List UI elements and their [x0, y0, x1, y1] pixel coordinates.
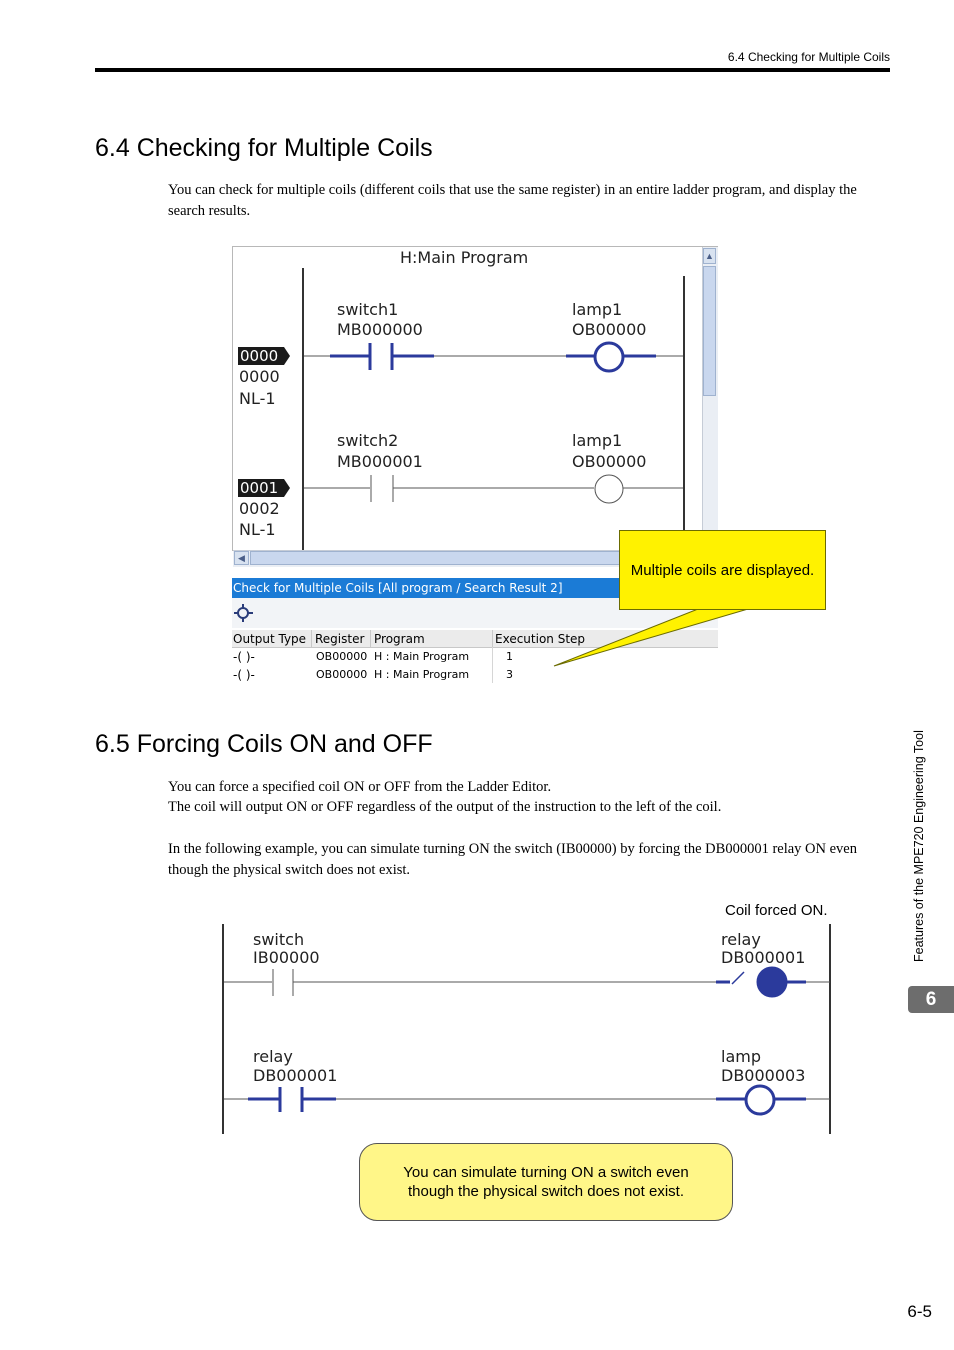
col-program[interactable]: Program	[374, 632, 425, 646]
section-6-4-body: You can check for multiple coils (different coils that use the same register) in an entire ladder program, and display the search results.	[168, 182, 857, 219]
d2-rung2-contact-label: relay	[253, 1047, 293, 1066]
rung2-coil-label: lamp1	[572, 431, 623, 450]
coil-forced-note: Coil forced ON.	[725, 902, 828, 919]
vertical-scroll-thumb[interactable]	[703, 266, 716, 396]
program-title: H:Main Program	[400, 248, 529, 267]
col-execution-step[interactable]: Execution Step	[495, 632, 586, 646]
rung2-step: 0002	[239, 499, 280, 518]
row-program: H : Main Program	[374, 650, 470, 663]
row-register: OB00000	[316, 668, 368, 681]
d2-rung2-coil-label: lamp	[721, 1047, 761, 1066]
callout-line2: though the physical switch does not exist.	[408, 1183, 684, 1200]
col-divider	[370, 630, 371, 647]
rung2-coil-register: OB00000	[572, 452, 647, 471]
multiple-coils-callout: Multiple coils are displayed.	[619, 530, 826, 610]
rung1-nl: NL-1	[239, 389, 276, 408]
row-output-type: -( )-	[233, 650, 255, 664]
d2-rung2-coil-register: DB000003	[721, 1066, 806, 1085]
rung1-step: 0000	[239, 367, 280, 386]
rung1-address-tag[interactable]: 0000	[240, 347, 279, 365]
chapter-tab: 6	[908, 986, 954, 1013]
rung2-contact-label: switch2	[337, 431, 399, 450]
col-divider	[492, 630, 493, 647]
results-title-bar: Check for Multiple Coils [All program / Search Result 2]	[232, 578, 718, 598]
horizontal-scroll-thumb[interactable]	[250, 551, 660, 565]
rung2-address-tag[interactable]: 0001	[240, 479, 279, 497]
rung2-graphics	[232, 246, 718, 551]
search-gear-icon[interactable]	[234, 604, 254, 622]
row-step: 1	[506, 650, 513, 663]
col-output-type[interactable]: Output Type	[233, 632, 307, 646]
scroll-up-arrow-icon[interactable]: ▲	[703, 248, 716, 264]
row-step: 3	[506, 668, 513, 681]
rung1-contact-label: switch1	[337, 300, 399, 319]
forcing-ladder-diagram	[218, 920, 838, 1140]
page-number: 6-5	[907, 1302, 932, 1321]
d2-rung1-coil-register: DB000001	[721, 948, 806, 967]
row-register: OB00000	[316, 650, 368, 663]
section-6-4-title: 6.4 Checking for Multiple Coils	[95, 134, 433, 162]
section-6-5-para2: In the following example, you can simulate turning ON the switch (IB00000) by forcing the DB000001 relay ON even though the physical switch does not exist.	[168, 841, 857, 878]
row-output-type: -( )-	[233, 668, 255, 682]
running-title: 6.4 Checking for Multiple Coils	[727, 50, 890, 64]
rung1-contact-register: MB000000	[337, 320, 423, 339]
callout-line1: You can simulate turning ON a switch even	[403, 1164, 689, 1181]
section-6-5-para1-line2: The coil will output ON or OFF regardless of the output of the instruction to the left of the coil.	[168, 799, 722, 815]
row-program: H : Main Program	[374, 668, 470, 681]
rung1-coil-label: lamp1	[572, 300, 623, 319]
rung1-coil-register: OB00000	[572, 320, 647, 339]
d2-rung1-contact-register: IB00000	[253, 948, 320, 967]
header-rule	[95, 68, 890, 72]
col-register[interactable]: Register	[315, 632, 365, 646]
section-6-5-para1-line1: You can force a specified coil ON or OFF from the Ladder Editor.	[168, 779, 552, 795]
d2-rung1-coil-label: relay	[721, 930, 761, 949]
rung2-nl: NL-1	[239, 520, 276, 539]
d2-rung2-contact-register: DB000001	[253, 1066, 338, 1085]
col-divider	[311, 630, 312, 647]
rung2-contact-register: MB000001	[337, 452, 423, 471]
simulate-switch-callout	[359, 1143, 733, 1221]
side-tab-text: Features of the MPE720 Engineering Tool	[912, 730, 926, 962]
section-6-5-title: 6.5 Forcing Coils ON and OFF	[95, 730, 433, 758]
scroll-left-arrow-icon[interactable]: ◀	[234, 551, 249, 565]
d2-rung1-contact-label: switch	[253, 930, 305, 949]
